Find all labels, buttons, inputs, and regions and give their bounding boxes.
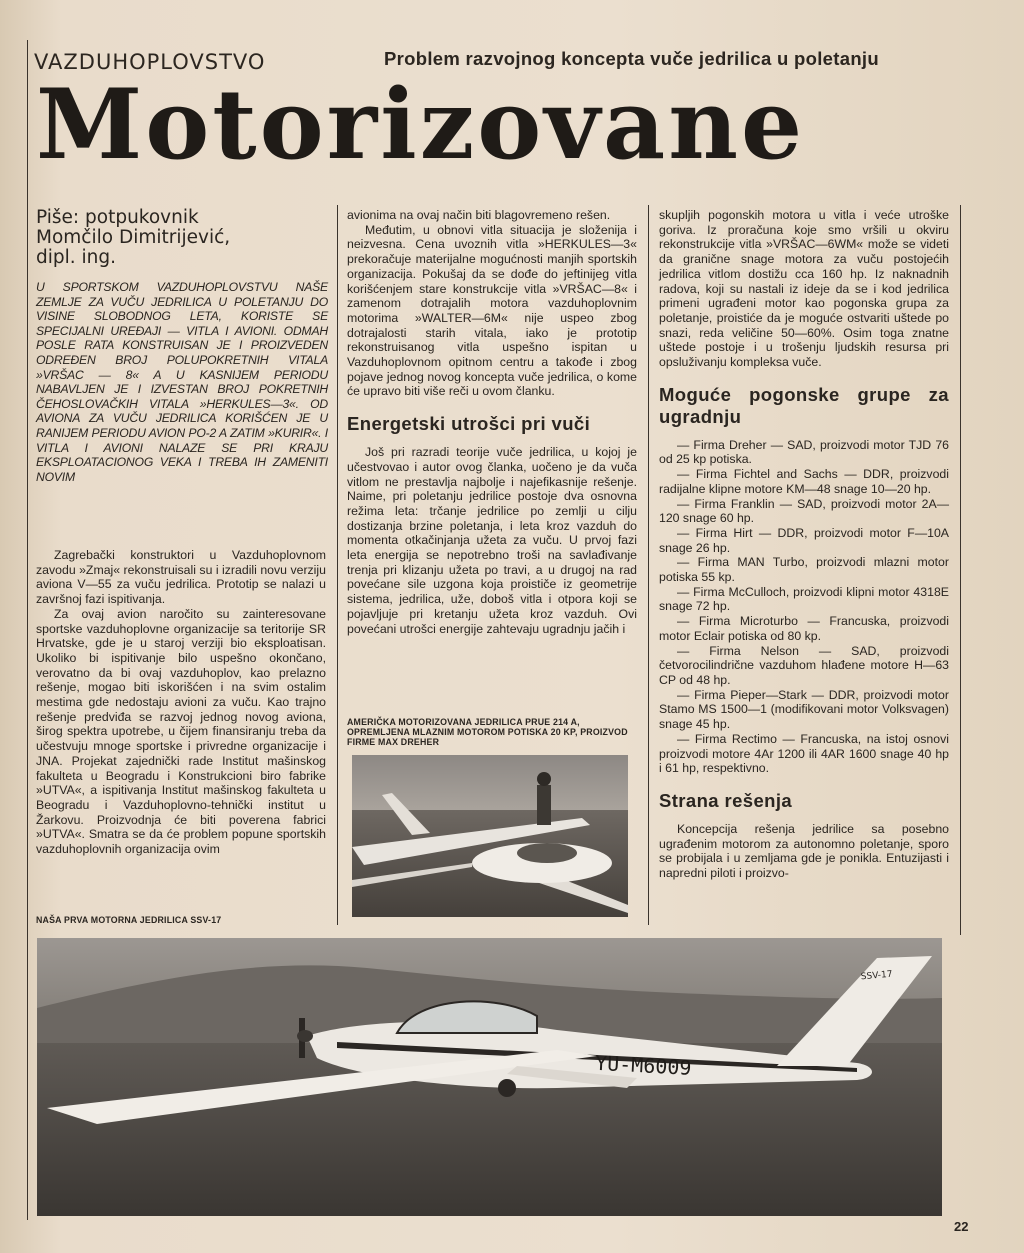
- engine-list-item: — Firma MAN Turbo, proizvodi mlazni motor potiska 55 kp.: [659, 555, 949, 585]
- body-paragraph: Za ovaj avion naročito su zainteresovane sportske vazduhoplovne organizacije sa teritorije SR Hrvatske, gde je u staroj verziji bio eksploatisan. Ukoliko bi ispitivanje bilo uspešno okončano, verovatno da bi ovaj vazduhoplov, kao prelazno rešenje, mogao biti iskorišćen i na svim ostalim mestima gde nedostaju avioni za vuču. Kao trajno rešenje predviđa se razvoj jednog novog aviona, širog spektra upotrebe, u čijem finansiranju treba da učestvuju mnoge sportske i privredne organizacije i JNA. Projekat zajednički rade Institut mašinskog fakulteta u Beogradu i Konstrukcioni biro fabrike »UTVA«, a ispitivanja Institut mašinskog fakulteta u Beogradu i Vazduhoplovno-tehnički institut u Žarkovu. Proizvodnja će biti poverena fabrici »UTVA«. Smatra se da će problem popune sportskih vazduhoplovnih organizacija ovim: [36, 606, 326, 857]
- tail-code-mark: SSV-17: [860, 969, 893, 983]
- photo-ssv17-glider: [37, 938, 942, 1216]
- engine-list-item: — Firma Fichtel and Sachs — DDR, proizvodi radijalne klipne motore KM—48 snage 10—20 hp.: [659, 467, 949, 496]
- body-paragraph: avionima na ovaj način biti blagovremeno rešen.: [347, 208, 611, 222]
- byline-line-1: Piše: potpukovnik: [36, 207, 199, 228]
- body-paragraph: Zagrebački konstruktori u Vazduhoplovnom zavodu »Zmaj« rekonstruisali su i izradili novu verziju aviona V—55 za vuču jedrilica. Prototip se nalazi u završnoj fazi ispitivanja.: [36, 548, 326, 607]
- caption-bottom-photo: NAŠA PRVA MOTORNA JEDRILICA SSV-17: [36, 915, 222, 925]
- body-paragraph: Koncepcija rešenja jedrilice sa posebno ugrađenim motorom za autonomno poletanje, sporo se probijala i u zemljama gde je ponikla. Entuzijasti i napredni piloti i proizvo-: [659, 821, 949, 881]
- column-rule-1: [337, 205, 338, 925]
- column-1: [36, 548, 326, 857]
- body-paragraph: Još pri razradi teorije vuče jedrilica, u kojoj je učestvovao i autor ovog članka, uočeno je da vuča vitlom ne prestavlja najbolje i najefikasnije rešenje. Naime, pri poletanju jedrilice postoje dva osnovna režima leta: trčanje jedrilice po zemlji u cilju dostizanja brzine poletanja, i leta kroz vazduh do momenta otkačinjanja užeta za vuču. U prvoj fazi leta energija se nepotrebno troši na savlađivanje trenja pri klizanju užeta po travi, a u drugoj na rad povećane sile uzgona koja proističe iz geometrije sistema, jedrilica, uže, doboš vitla i otpora koji se pojavljuje pri kretanju užeta kroz vazduh. Ovi povećani utrošci energije zahtevaju ugradnju jačih i: [347, 445, 637, 636]
- column-rule-2: [648, 205, 649, 925]
- column-3: [659, 208, 949, 881]
- article-subtitle: Problem razvojnog koncepta vuče jedrilica u poletanju: [384, 48, 879, 69]
- section-heading-energy: Energetski utrošci pri vuči: [347, 413, 591, 435]
- engine-list-item: — Firma Hirt — DDR, proizvodi motor F—10A snage 26 hp.: [659, 525, 949, 555]
- column-rule-3: [960, 205, 961, 935]
- byline: [36, 208, 326, 268]
- ssv17-photo-art: [37, 938, 942, 1216]
- column-2: [347, 208, 637, 636]
- engine-list-item: — Firma Rectimo — Francuska, na istoj osnovi proizvodi motore 4Ar 1200 ili 4AR 1600 snage 40 hp i 61 hp, respektivno.: [659, 731, 949, 776]
- engine-list-item: — Firma Nelson — SAD, proizvodi četvorocilindrične vazduhom hlađene motore H—63 CP od 48 hp.: [659, 643, 949, 687]
- article-headline: Motorizovane: [36, 68, 806, 181]
- caption-top-photo: AMERIČKA MOTORIZOVANA JEDRILICA PRUE 214 A, OPREMLJENA MLAZNIM MOTOROM POTISKA 20 KP, PROIZVOD FIRME MAX DREHER: [347, 717, 628, 747]
- glider-photo-art: [352, 755, 628, 917]
- photo-prue-glider: [352, 755, 628, 917]
- body-paragraph: skupljih pogonskih motora u vitla i veće utroške goriva. Iz proračuna koje smo vršili u okviru rekonstrukcije vitla »VRŠAC—6WM« može se videti da granične snage motora za vuču postojećih jedrilica vitlom dostižu cca 160 hp. Iz naknadnih radova, koji su nastali iz ideje da se i kod jedrilica primeni ugrađeni motor kao pogonska grupa za poletanje, proistiće da je moguće ostvariti uštede po snazi, reda veličine 50—60%. Osim toga znatne uštede postoje i u trošenju ljudskih resursa pri opsluživanju kompleksa vuče.: [659, 208, 949, 370]
- engine-list-item: — Firma McCulloch, proizvodi klipni motor 4318E snage 72 hp.: [659, 584, 949, 614]
- section-label: VAZDUHOPLOVSTVO: [34, 50, 266, 74]
- page-number: 22: [954, 1219, 969, 1234]
- byline-title: dipl. ing.: [36, 247, 117, 268]
- left-margin-rule: [27, 40, 28, 1220]
- lead-paragraph: U SPORTSKOM VAZDUHOPLOVSTVU NAŠE ZEMLJE ZA VUČU JEDRILICA U POLETANJU DO VISINE SLOBODNOG LETA, KORISTE SE SPECIJALNI UREĐAJI — VITLA I AVIONI. ODMAH POSLE RATA KONSTRUISAN JE I PROIZVEDEN ODREĐEN BROJ POLUPOKRETNIH VITALA »VRŠAC — 8« A U KASNIJEM PERIODU NABAVLJEN JE I IZVESTAN BROJ POKRETNIH ČEHOSLOVAČKIH VITALA »HERKULES—3«. OD AVIONA ZA VUČU JEDRILICA KORIŠĆEN JE U RANIJEM PERIODU AVION PO-2 A ZATIM »KURIR«. I VITLA I AVIONI NALAZE SE PRI KRAJU EKSPLOATACIONOG VEKA I TREBA IH ZAMENITI NOVIM: [36, 280, 328, 484]
- engine-list-item: — Firma Franklin — SAD, proizvodi motor 2A—120 snage 60 hp.: [659, 496, 949, 526]
- registration-mark: YU-M6009: [594, 1050, 693, 1080]
- engine-list-item: — Firma Microturbo — Francuska, proizvodi motor Eclair potiska od 80 kp.: [659, 614, 949, 643]
- byline-author: Momčilo Dimitrijević,: [36, 227, 231, 248]
- engine-list-item: — Firma Dreher — SAD, proizvodi motor TJD 76 od 25 kp potiska.: [659, 437, 949, 467]
- section-heading-foreign: Strana rešenja: [659, 789, 793, 811]
- section-heading-engines: Moguće pogonske grupe za ugradnju: [659, 383, 949, 427]
- body-paragraph: Međutim, u obnovi vitla situacija je složenija i neizvesna. Cena uvoznih vitla »HERKULES—3« prekoračuje materijalne mogućnosti manjih sportskih organizacija. Pokušaj da se dođe do jeftinijeg vitla korišćenjem stare konstrukcije vitla »VRŠAC—8« i zamenom dotrajalih motora vazduhoplovnim motorima »WALTER—6M« nije uspeo zbog dotrajalosti starih vitala, iako je prototip rekonstruisanog vitla uspešno ispitan u Vazduhoplovnom opitnom centru a takođe i zbog pojave jednog novog koncepta vuče jedrilica, o kome će upravo biti više reči u ovom članku.: [347, 222, 637, 399]
- engine-list-item: — Firma Pieper—Stark — DDR, proizvodi motor Stamo MS 1500—1 (modifikovani motor Volksvagen) snage 45 hp.: [659, 687, 949, 732]
